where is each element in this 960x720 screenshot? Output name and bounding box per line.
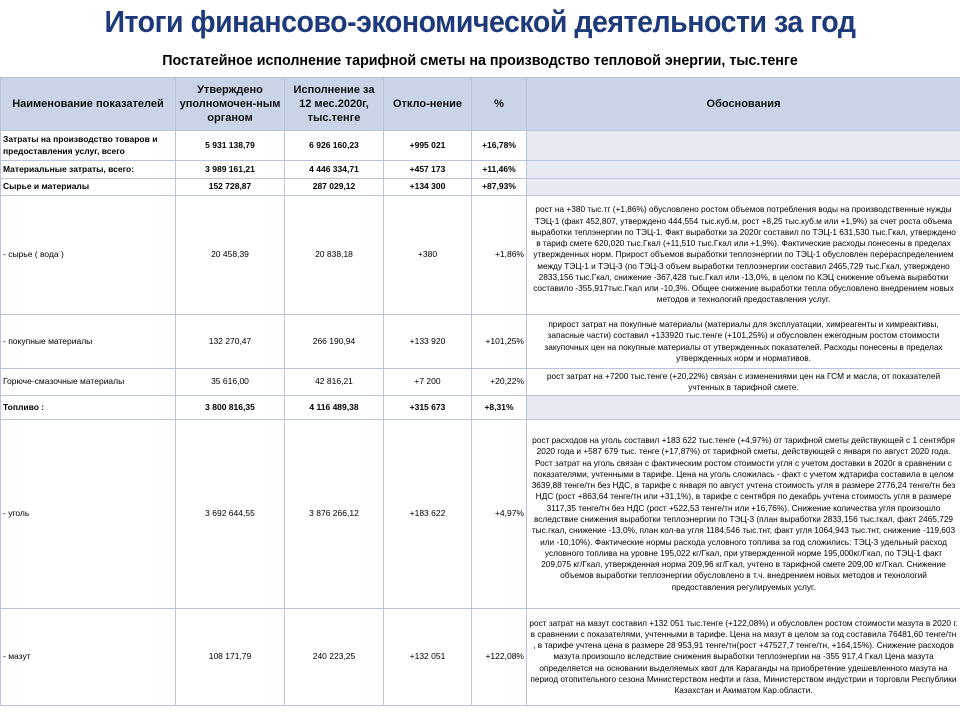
row-deviation: +132 051 bbox=[384, 609, 472, 706]
row-approved: 20 458,39 bbox=[176, 196, 285, 315]
table-row bbox=[1, 396, 960, 420]
row-deviation: +183 622 bbox=[384, 420, 472, 609]
row-actual: 240 223,25 bbox=[285, 609, 384, 706]
row-percent: +11,46% bbox=[472, 161, 527, 179]
table-header-row bbox=[1, 78, 960, 131]
row-justification bbox=[527, 179, 960, 196]
row-actual: 4 116 489,38 bbox=[285, 396, 384, 420]
table-row bbox=[1, 131, 960, 161]
table-row bbox=[1, 196, 960, 315]
row-actual: 266 190,94 bbox=[285, 315, 384, 369]
row-name: Затраты на производство товаров и предоставления услуг, всего bbox=[1, 131, 176, 161]
row-deviation: +380 bbox=[384, 196, 472, 315]
header-actual: Исполнение за 12 мес.2020г, тыс.тенге bbox=[285, 78, 384, 131]
row-approved: 152 728,87 bbox=[176, 179, 285, 196]
row-approved: 3 800 816,35 bbox=[176, 396, 285, 420]
row-deviation: +133 920 bbox=[384, 315, 472, 369]
row-approved: 108 171,79 bbox=[176, 609, 285, 706]
row-actual: 42 816,21 bbox=[285, 369, 384, 396]
row-percent: +20,22% bbox=[472, 369, 527, 396]
table-row bbox=[1, 420, 960, 609]
header-name: Наименование показателей bbox=[1, 78, 176, 131]
row-justification bbox=[527, 161, 960, 179]
row-name: - покупные материалы bbox=[1, 315, 176, 369]
table-row bbox=[1, 609, 960, 706]
row-percent: +4,97% bbox=[472, 420, 527, 609]
row-name: Горюче-смазочные материалы bbox=[1, 369, 176, 396]
row-justification bbox=[527, 396, 960, 420]
header-justification: Обоснования bbox=[527, 78, 960, 131]
row-justification: рост затрат на +7200 тыс.тенге (+20,22%) связан с изменениями цен на ГСМ и масла, от показателей учтенных в тарифной смете. bbox=[527, 369, 960, 396]
row-deviation: +134 300 bbox=[384, 179, 472, 196]
tariff-estimate-table bbox=[0, 77, 960, 706]
row-approved: 132 270,47 bbox=[176, 315, 285, 369]
table-row bbox=[1, 179, 960, 196]
row-justification bbox=[527, 131, 960, 161]
row-approved: 35 616,00 bbox=[176, 369, 285, 396]
row-name: Материальные затраты, всего: bbox=[1, 161, 176, 179]
row-percent: +16,78% bbox=[472, 131, 527, 161]
row-name: - мазут bbox=[1, 609, 176, 706]
row-justification: рост затрат на мазут составил +132 051 тыс.тенге (+122,08%) и обусловлен ростом стоимости мазута в 2020 г. в сравнении с показателями, учтенными в тарифе. Цена на мазут в целом за год составила 76481,60 тенге/тн , в тарифе учтена цена в размере 28 953,91 тенге/тн(рост +47527,7 тенге/тн, +164,15%). Снижение расходов мазута произошло вследствие снижения выработки теплоэнергии на -355 917,4 Гкал Цена мазута определяется на основании выделяемых квот для Караганды на приобретение удешевленного мазута на период отопительного сезона Министерством нефти и газа, Министерством индустрии и торговли Республики Казахстан и Акиматом Кар.области. bbox=[527, 609, 960, 706]
row-name: Топливо : bbox=[1, 396, 176, 420]
row-name: - уголь bbox=[1, 420, 176, 609]
row-actual: 287 029,12 bbox=[285, 179, 384, 196]
row-deviation: +995 021 bbox=[384, 131, 472, 161]
row-actual: 6 926 160,23 bbox=[285, 131, 384, 161]
row-justification: рост на +380 тыс.тг (+1,86%) обусловлено ростом объемов потребления воды на производственные нужды ТЭЦ-1 (факт 452,807, утверждено 444,554 тыс.куб.м, рост +8,25 тыс.куб.м или +1,9%) за счет роста объема выработки теплэнергии по ТЭЦ-1. Факт выработки за 2020г составил по ТЭЦ-1 631,530 тыс.Гкал, утверждено в тариф смете 620,020 тыс.Гкал (+11,510 тыс.Гкал или +1,9%). Фактические расходы понесены в пределах утвержденных норм. Прирост объемов выработки теплоэнергии по ТЭЦ-1 обусловлен перераспределением между ТЭЦ-1 и ТЭЦ-3 (по ТЭЦ-3 объем выработки теплоэнергии составил 2465,729 тыс.Гкал, утверждено 2833,156 тыс.Гкал, снижение -367,428 тыс.Гкал или -13,0%, в целом по КЭЦ снижение объема выработки составило -355,917тыс.Гкал или -10,3%. Общее снижение выработки тепла обусловлено внедрением новых методов и технологий предоставления услуг. bbox=[527, 196, 960, 315]
row-percent: +122,08% bbox=[472, 609, 527, 706]
table-row bbox=[1, 369, 960, 396]
row-deviation: +315 673 bbox=[384, 396, 472, 420]
row-actual: 3 876 266,12 bbox=[285, 420, 384, 609]
table-row bbox=[1, 315, 960, 369]
header-approved: Утверждено уполномочен-ным органом bbox=[176, 78, 285, 131]
row-deviation: +7 200 bbox=[384, 369, 472, 396]
table-row bbox=[1, 161, 960, 179]
row-justification: рост расходов на уголь составил +183 622 тыс.тенге (+4,97%) от тарифной сметы действующей с 1 сентября 2020 года и +587 679 тыс. тенге (+17,87%) от тарифной сметы, действующей с января по август 2020 года. Рост затрат на уголь связан с фактическим ростом стоимости угля с учетом доставки в 2020г в сравнении с показателями, учтенными в тарифе. Цена на уголь сложилась - факт с учетом ждтарифа составила в целом 3639,88 тенге/тн без НДС, в тарифе с января по август учтена стоимость угля в размере 2776,24 тенге/тн без НДС (рост +863,64 тенге/тн или +31,1%), в тарифе с сентября по декабрь учтена стоимость угля в размере 3117,35 тенге/тн без НДС (рост +522,53 тенге/тн или +16,76%). Снижение количества угля произошло вследствие снижения выработки теплоэнергии по ТЭЦ-3 (план выработки 2833,156 тыс.гкал, факт 2465,729 тыс.гкал, снижение -13,0%, план кол-ва угля 1184,546 тыс.тнт, факт угля 1064,943 тыс.тнт, снижение -119,603 или -10,10%). Фактические нормы расхода условного топлива за год сложились: ТЭЦ-3 удельный расход условного топлива на уровне 195,022 кг/Гкал, при утвержденной норме 195,000кг/Гкал, по ТЭЦ-1 факт 209,075 кг/Гкал, утвержденная норма 209,96 кг/Гкал, учтено в тарифной смете 209,00 кг/Гкал. Снижение объемов выработки теплоэнергии обусловлено в т.ч. внедрением новых методов и технологий предоставления регулируемых услуг. bbox=[527, 420, 960, 609]
row-approved: 3 692 644,55 bbox=[176, 420, 285, 609]
header-percent: % bbox=[472, 78, 527, 131]
header-deviation: Откло-нение bbox=[384, 78, 472, 131]
row-approved: 5 931 138,79 bbox=[176, 131, 285, 161]
row-justification: прирост затрат на покупные материалы (материалы для эксплуатации, химреагенты и химреактивы, запасные части) составил +133920 тыс.тенге (+101,25%) и обусловлен ежегодным ростом стоимости закупочных цен на покупные материалы от утвержденных показателей. Расходы понесены в пределах утвержденных норм и нормативов. bbox=[527, 315, 960, 369]
row-approved: 3 989 161,21 bbox=[176, 161, 285, 179]
page-subtitle: Постатейное исполнение тарифной сметы на производство тепловой энергии, тыс.тенге bbox=[162, 52, 798, 69]
row-percent: +101,25% bbox=[472, 315, 527, 369]
row-percent: +1,86% bbox=[472, 196, 527, 315]
row-actual: 20 838,18 bbox=[285, 196, 384, 315]
row-name: Сырье и материалы bbox=[1, 179, 176, 196]
row-percent: +87,93% bbox=[472, 179, 527, 196]
page-title: Итоги финансово-экономической деятельности за год bbox=[104, 4, 856, 39]
row-actual: 4 446 334,71 bbox=[285, 161, 384, 179]
row-deviation: +457 173 bbox=[384, 161, 472, 179]
row-percent: +8,31% bbox=[472, 396, 527, 420]
row-name: - сырье ( вода ) bbox=[1, 196, 176, 315]
